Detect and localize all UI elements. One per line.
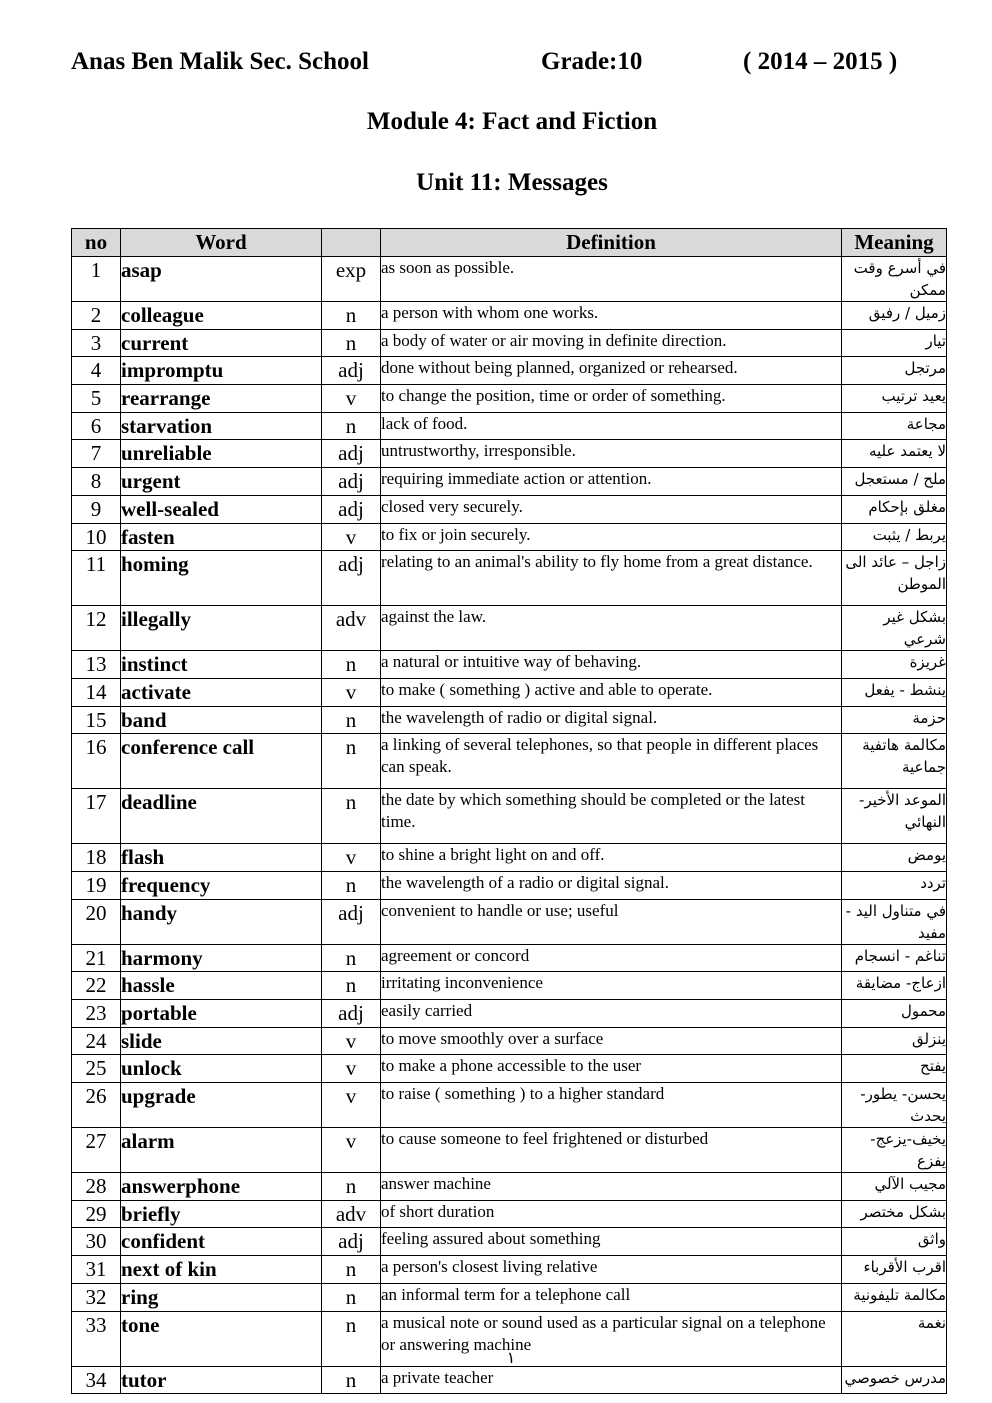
- cell-part-of-speech: adj: [322, 495, 381, 523]
- cell-part-of-speech: adj: [322, 468, 381, 496]
- cell-number: 33: [72, 1311, 121, 1366]
- table-body: [72, 257, 947, 1394]
- cell-number: 7: [72, 440, 121, 468]
- cell-definition: a musical note or sound used as a particular signal on a telephone or answering machine: [381, 1311, 842, 1366]
- cell-definition: irritating inconvenience: [381, 972, 842, 1000]
- cell-definition: done without being planned, organized or rehearsed.: [381, 357, 842, 385]
- cell-part-of-speech: adv: [322, 1200, 381, 1228]
- cell-meaning: ملح / مستعجل: [842, 468, 947, 496]
- cell-part-of-speech: adj: [322, 1000, 381, 1028]
- cell-number: 18: [72, 844, 121, 872]
- cell-number: 11: [72, 551, 121, 606]
- cell-word: homing: [121, 551, 322, 606]
- page-header: [71, 48, 911, 82]
- table-row: [72, 734, 947, 789]
- cell-part-of-speech: exp: [322, 257, 381, 302]
- cell-word: next of kin: [121, 1256, 322, 1284]
- cell-meaning: ينزلق: [842, 1027, 947, 1055]
- table-row: [72, 651, 947, 679]
- cell-number: 31: [72, 1256, 121, 1284]
- cell-word: slide: [121, 1027, 322, 1055]
- cell-number: 30: [72, 1228, 121, 1256]
- cell-word: asap: [121, 257, 322, 302]
- cell-part-of-speech: n: [322, 412, 381, 440]
- table-header-row: [72, 229, 947, 257]
- table-row: [72, 899, 947, 944]
- column-header-meaning: Meaning: [842, 229, 947, 257]
- cell-word: upgrade: [121, 1083, 322, 1128]
- cell-definition: a person's closest living relative: [381, 1256, 842, 1284]
- cell-meaning: في متناول اليد - مفيد: [842, 899, 947, 944]
- cell-part-of-speech: n: [322, 1311, 381, 1366]
- table-row: [72, 1173, 947, 1201]
- table-row: [72, 606, 947, 651]
- cell-part-of-speech: v: [322, 1083, 381, 1128]
- cell-meaning: حزمة: [842, 706, 947, 734]
- cell-part-of-speech: v: [322, 844, 381, 872]
- cell-part-of-speech: adj: [322, 440, 381, 468]
- table-row: [72, 844, 947, 872]
- cell-part-of-speech: v: [322, 385, 381, 413]
- cell-definition: untrustworthy, irresponsible.: [381, 440, 842, 468]
- cell-meaning: واثق: [842, 1228, 947, 1256]
- cell-number: 1: [72, 257, 121, 302]
- column-header-word: Word: [121, 229, 322, 257]
- unit-title: Unit 11: Messages: [416, 169, 608, 196]
- cell-word: flash: [121, 844, 322, 872]
- cell-meaning: مجيب الآلي: [842, 1173, 947, 1201]
- cell-definition: to shine a bright light on and off.: [381, 844, 842, 872]
- cell-word: deadline: [121, 789, 322, 844]
- cell-word: unlock: [121, 1055, 322, 1083]
- cell-number: 5: [72, 385, 121, 413]
- cell-definition: to make ( something ) active and able to operate.: [381, 678, 842, 706]
- cell-part-of-speech: n: [322, 734, 381, 789]
- cell-number: 34: [72, 1366, 121, 1394]
- table-row: [72, 523, 947, 551]
- cell-meaning: يربط / يثبت: [842, 523, 947, 551]
- table-row: [72, 329, 947, 357]
- table-row: [72, 871, 947, 899]
- cell-number: 32: [72, 1283, 121, 1311]
- cell-meaning: بشكل مختصر: [842, 1200, 947, 1228]
- cell-number: 29: [72, 1200, 121, 1228]
- cell-number: 6: [72, 412, 121, 440]
- cell-word: band: [121, 706, 322, 734]
- cell-definition: agreement or concord: [381, 944, 842, 972]
- cell-meaning: ازعاج- مضايقة: [842, 972, 947, 1000]
- cell-part-of-speech: v: [322, 1027, 381, 1055]
- cell-number: 20: [72, 899, 121, 944]
- cell-word: handy: [121, 899, 322, 944]
- cell-word: activate: [121, 678, 322, 706]
- cell-word: ring: [121, 1283, 322, 1311]
- cell-meaning: مغلق بإحكام: [842, 495, 947, 523]
- cell-number: 14: [72, 678, 121, 706]
- table-row: [72, 1000, 947, 1028]
- cell-definition: a private teacher: [381, 1366, 842, 1394]
- cell-word: urgent: [121, 468, 322, 496]
- table-row: [72, 495, 947, 523]
- cell-definition: relating to an animal's ability to fly home from a great distance.: [381, 551, 842, 606]
- table-row: [72, 1228, 947, 1256]
- academic-year: ( 2014 – 2015 ): [743, 48, 898, 75]
- cell-part-of-speech: n: [322, 329, 381, 357]
- cell-number: 19: [72, 871, 121, 899]
- cell-word: tone: [121, 1311, 322, 1366]
- cell-number: 10: [72, 523, 121, 551]
- table-row: [72, 789, 947, 844]
- cell-number: 12: [72, 606, 121, 651]
- cell-meaning: بشكل غير شرعي: [842, 606, 947, 651]
- cell-number: 21: [72, 944, 121, 972]
- cell-part-of-speech: adj: [322, 551, 381, 606]
- table-row: [72, 1027, 947, 1055]
- cell-definition: a body of water or air moving in definite direction.: [381, 329, 842, 357]
- cell-meaning: غريزة: [842, 651, 947, 679]
- cell-definition: answer machine: [381, 1173, 842, 1201]
- cell-word: impromptu: [121, 357, 322, 385]
- cell-part-of-speech: adj: [322, 1228, 381, 1256]
- cell-word: confident: [121, 1228, 322, 1256]
- table-row: [72, 412, 947, 440]
- cell-definition: of short duration: [381, 1200, 842, 1228]
- cell-word: starvation: [121, 412, 322, 440]
- table-row: [72, 1128, 947, 1173]
- cell-definition: to raise ( something ) to a higher standard: [381, 1083, 842, 1128]
- cell-part-of-speech: v: [322, 1128, 381, 1173]
- cell-definition: to cause someone to feel frightened or disturbed: [381, 1128, 842, 1173]
- cell-number: 4: [72, 357, 121, 385]
- cell-definition: the date by which something should be completed or the latest time.: [381, 789, 842, 844]
- cell-number: 26: [72, 1083, 121, 1128]
- table-row: [72, 468, 947, 496]
- grade-label: Grade:10: [541, 48, 643, 75]
- cell-number: 22: [72, 972, 121, 1000]
- school-name: Anas Ben Malik Sec. School: [71, 48, 369, 75]
- cell-meaning: زميل / رفيق: [842, 302, 947, 330]
- cell-word: rearrange: [121, 385, 322, 413]
- cell-definition: easily carried: [381, 1000, 842, 1028]
- cell-definition: to change the position, time or order of something.: [381, 385, 842, 413]
- cell-part-of-speech: n: [322, 944, 381, 972]
- table-row: [72, 678, 947, 706]
- cell-number: 15: [72, 706, 121, 734]
- cell-word: answerphone: [121, 1173, 322, 1201]
- table-row: [72, 385, 947, 413]
- table-row: [72, 357, 947, 385]
- cell-meaning: مكالمة هاتفية جماعية: [842, 734, 947, 789]
- cell-part-of-speech: n: [322, 651, 381, 679]
- cell-definition: a linking of several telephones, so that people in different places can speak.: [381, 734, 842, 789]
- cell-definition: as soon as possible.: [381, 257, 842, 302]
- cell-part-of-speech: n: [322, 1256, 381, 1284]
- cell-definition: to make a phone accessible to the user: [381, 1055, 842, 1083]
- cell-meaning: لا يعتمد عليه: [842, 440, 947, 468]
- table-row: [72, 1055, 947, 1083]
- cell-definition: to move smoothly over a surface: [381, 1027, 842, 1055]
- cell-definition: convenient to handle or use; useful: [381, 899, 842, 944]
- cell-number: 2: [72, 302, 121, 330]
- cell-definition: a person with whom one works.: [381, 302, 842, 330]
- cell-meaning: يحسن- يطور- يحدث: [842, 1083, 947, 1128]
- table-row: [72, 1366, 947, 1394]
- table-row: [72, 302, 947, 330]
- vocabulary-table: [71, 228, 947, 1394]
- cell-part-of-speech: n: [322, 302, 381, 330]
- cell-definition: closed very securely.: [381, 495, 842, 523]
- cell-definition: requiring immediate action or attention.: [381, 468, 842, 496]
- cell-meaning: تردد: [842, 871, 947, 899]
- cell-meaning: تيار: [842, 329, 947, 357]
- cell-word: current: [121, 329, 322, 357]
- cell-part-of-speech: v: [322, 678, 381, 706]
- module-title: Module 4: Fact and Fiction: [366, 108, 658, 135]
- column-header-pos: [322, 229, 381, 257]
- cell-meaning: مدرس خصوصي: [842, 1366, 947, 1394]
- cell-number: 9: [72, 495, 121, 523]
- cell-word: instinct: [121, 651, 322, 679]
- cell-meaning: تناغم - انسجام: [842, 944, 947, 972]
- table-row: [72, 1283, 947, 1311]
- cell-part-of-speech: n: [322, 1283, 381, 1311]
- cell-number: 8: [72, 468, 121, 496]
- cell-meaning: اقرب الأقرباء: [842, 1256, 947, 1284]
- cell-meaning: نغمة: [842, 1311, 947, 1366]
- table-row: [72, 440, 947, 468]
- cell-meaning: مكالمة تليفونية: [842, 1283, 947, 1311]
- table-row: [72, 944, 947, 972]
- cell-part-of-speech: n: [322, 1366, 381, 1394]
- cell-definition: the wavelength of a radio or digital signal.: [381, 871, 842, 899]
- table-row: [72, 706, 947, 734]
- table-row: [72, 551, 947, 606]
- cell-meaning: محمول: [842, 1000, 947, 1028]
- cell-meaning: مرتجل: [842, 357, 947, 385]
- cell-number: 13: [72, 651, 121, 679]
- cell-number: 25: [72, 1055, 121, 1083]
- cell-word: frequency: [121, 871, 322, 899]
- cell-number: 17: [72, 789, 121, 844]
- cell-part-of-speech: n: [322, 972, 381, 1000]
- cell-word: illegally: [121, 606, 322, 651]
- table-row: [72, 1256, 947, 1284]
- cell-part-of-speech: n: [322, 871, 381, 899]
- cell-definition: against the law.: [381, 606, 842, 651]
- column-header-definition: Definition: [381, 229, 842, 257]
- cell-word: harmony: [121, 944, 322, 972]
- table-row: [72, 1200, 947, 1228]
- cell-meaning: يفتح: [842, 1055, 947, 1083]
- cell-meaning: الموعد الأخير- النهائي: [842, 789, 947, 844]
- cell-definition: lack of food.: [381, 412, 842, 440]
- cell-definition: the wavelength of radio or digital signal.: [381, 706, 842, 734]
- cell-definition: to fix or join securely.: [381, 523, 842, 551]
- cell-meaning: مجاعة: [842, 412, 947, 440]
- cell-definition: an informal term for a telephone call: [381, 1283, 842, 1311]
- cell-number: 24: [72, 1027, 121, 1055]
- cell-part-of-speech: v: [322, 523, 381, 551]
- cell-part-of-speech: n: [322, 1173, 381, 1201]
- cell-number: 27: [72, 1128, 121, 1173]
- cell-definition: a natural or intuitive way of behaving.: [381, 651, 842, 679]
- table-row: [72, 972, 947, 1000]
- cell-meaning: في أسرع وقت ممكن: [842, 257, 947, 302]
- table-row: [72, 1083, 947, 1128]
- cell-number: 16: [72, 734, 121, 789]
- cell-part-of-speech: adv: [322, 606, 381, 651]
- cell-word: briefly: [121, 1200, 322, 1228]
- cell-part-of-speech: adj: [322, 357, 381, 385]
- cell-number: 3: [72, 329, 121, 357]
- cell-word: portable: [121, 1000, 322, 1028]
- cell-word: unreliable: [121, 440, 322, 468]
- cell-meaning: ينشط - يفعل: [842, 678, 947, 706]
- cell-part-of-speech: v: [322, 1055, 381, 1083]
- column-header-no: no: [72, 229, 121, 257]
- cell-word: colleague: [121, 302, 322, 330]
- cell-meaning: يومض: [842, 844, 947, 872]
- cell-meaning: يعيد ترتيب: [842, 385, 947, 413]
- cell-word: fasten: [121, 523, 322, 551]
- cell-number: 28: [72, 1173, 121, 1201]
- table-row: [72, 257, 947, 302]
- cell-number: 23: [72, 1000, 121, 1028]
- cell-word: well-sealed: [121, 495, 322, 523]
- cell-word: hassle: [121, 972, 322, 1000]
- cell-part-of-speech: n: [322, 706, 381, 734]
- cell-meaning: زاجل – عائد الى الموطن: [842, 551, 947, 606]
- cell-word: alarm: [121, 1128, 322, 1173]
- cell-meaning: يخيف-يزعج- يفزع: [842, 1128, 947, 1173]
- cell-part-of-speech: adj: [322, 899, 381, 944]
- cell-part-of-speech: n: [322, 789, 381, 844]
- page-number: ١: [506, 1348, 516, 1367]
- cell-definition: feeling assured about something: [381, 1228, 842, 1256]
- cell-word: tutor: [121, 1366, 322, 1394]
- cell-word: conference call: [121, 734, 322, 789]
